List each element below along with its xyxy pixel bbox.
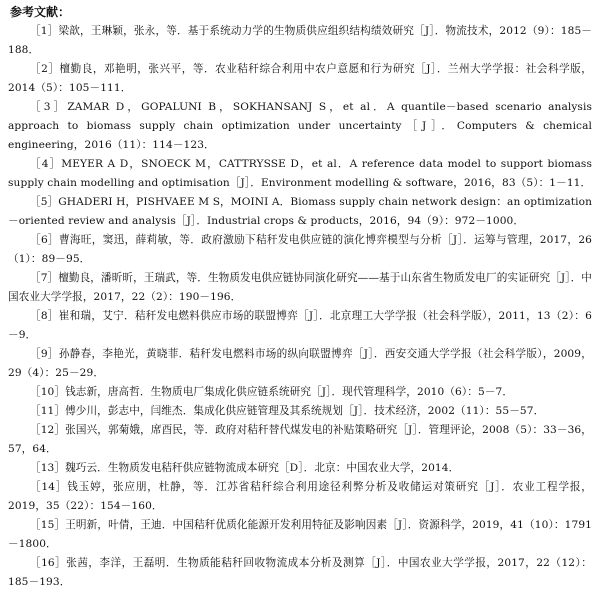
reference-item: ［9］孙静春，李艳光，黄晓菲．秸秆发电燃料市场的纵向联盟博弈［J］．西安交通大学学报（社会科学版），2009，29（4）：25－29．: [8, 348, 592, 379]
reference-item: ［12］张国兴，郭菊娥，席酉民，等．政府对秸秆替代煤发电的补贴策略研究［J］．管理评论，2008（5）：33－36，57，64．: [8, 424, 592, 455]
reference-item: ［2］檀勤良，邓艳明，张兴平，等．农业秸秆综合利用中农户意愿和行为研究［J］．兰州大学学报：社会科学版，2014（5）：105－111．: [8, 63, 592, 94]
reference-item: ［5］GHADERI H，PISHVAEE M S，MOINI A．Biomass supply chain network design：an optimization－oriented review and analysis［J］．Industrial crops & products，2016，94（9）：972－1000．: [8, 196, 593, 227]
reference-item: ［7］檀勤良，潘昕昕，王瑞武，等．生物质发电供应链协同演化研究——基于山东省生物质发电厂的实证研究［J］．中国农业大学学报，2017，22（2）：190－196．: [8, 272, 592, 303]
reference-item: ［1］梁歆，王琳颖，张永，等．基于系统动力学的生物质供应组织结构绩效研究［J］．物流技术，2012（9）：185－188．: [8, 25, 592, 56]
reference-item: ［6］曹海旺，窦迅，薛莉敏，等．政府激励下秸秆发电供应链的演化博弈模型与分析［J］．运筹与管理，2017，26（1）：89－95．: [8, 234, 592, 265]
reference-item: ［14］钱玉婷，张应朋，杜静，等．江苏省秸秆综合利用途径利弊分析及收储运对策研究［J］．农业工程学报，2019，35（22）：154－160．: [8, 481, 592, 512]
reference-item: ［13］魏巧云．生物质发电秸秆供应链物流成本研究［D］．北京：中国农业大学，2014．: [30, 462, 460, 474]
reference-item: ［16］张茜，李洋，王磊明．生物质能秸秆回收物流成本分析及测算［J］．中国农业大学学报，2017，22（12）：185－193．: [8, 557, 592, 588]
reference-item: ［11］傅少川，彭志中，闫维杰．集成化供应链管理及其系统规划［J］．技术经济，2002（11）：55－57．: [30, 405, 545, 417]
reference-item: ［10］钱志新，唐高哲．生物质电厂集成化供应链系统研究［J］．现代管理科学，2010（6）：5－7．: [30, 386, 514, 398]
reference-item: ［4］MEYER A D，SNOECK M，CATTRYSSE D，et al．A reference data model to support biomass supply chain modelling and optimisation［J］．Environment modelling & software，2016，83（5）：1－11．: [8, 158, 592, 189]
reference-item: ［8］崔和瑞，艾宁．秸秆发电燃料供应市场的联盟博弈［J］．北京理工大学学报（社会科学版），2011，13（2）：6－9．: [8, 310, 592, 341]
reference-item: ［3］ZAMAR D，GOPALUNI B，SOKHANSANJ S，et al．A quantile－based scenario analysis approach to biomass supply chain optimization under uncertainty［J］．Computers & chemical engineering，2016（11）：114－123．: [8, 101, 592, 151]
references-heading: 参考文献：: [10, 5, 71, 19]
reference-item: ［15］王明新，叶倩，王迪．中国秸秆优质化能源开发利用特征及影响因素［J］．资源科学，2019，41（10）：1791－1800．: [8, 519, 592, 550]
